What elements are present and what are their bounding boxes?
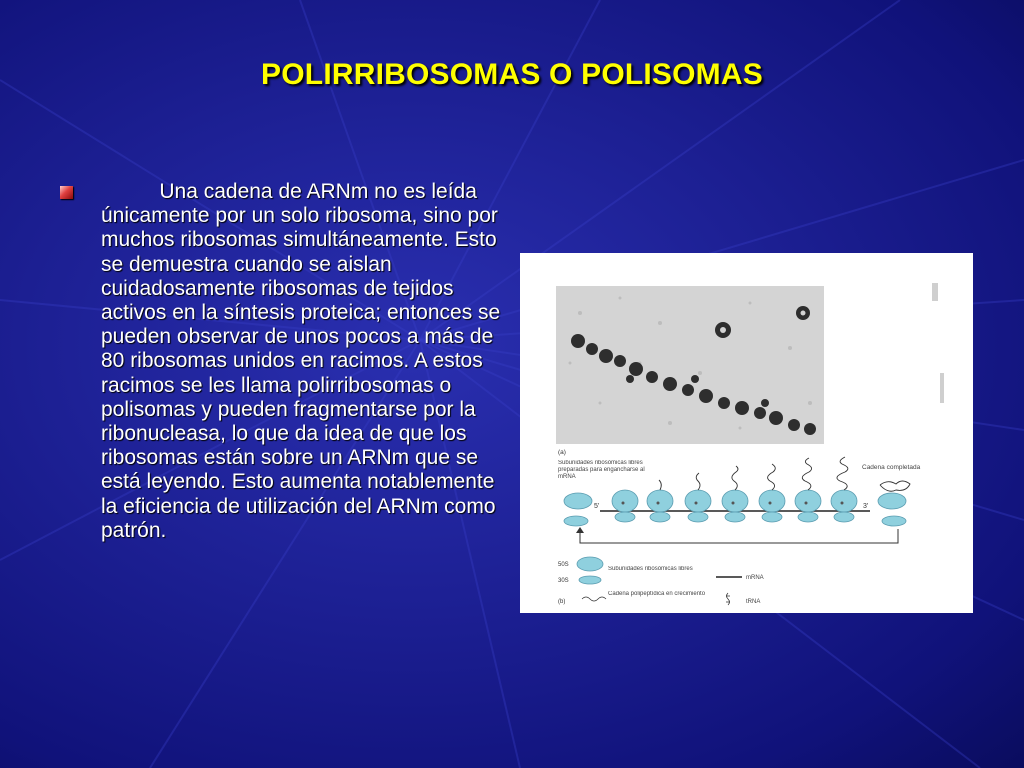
legend-30s: 30S [558, 578, 569, 584]
slide-body-text: Una cadena de ARNm no es leída únicamente por un solo ribosoma, sino por muchos ribosomas simultáneamente. Esto se demuestra cuando se aislan cuidadosamente ribosomas de tejidos activos en la síntesis proteica; entonces se pueden observar de unos pocos a más de 80 ribosomas unidos en racimos. A estos racimos se les llama polirribosomas o polisomas y pueden fragmentarse por la ribonucleasa, lo que da idea de que los ribosomas están sobre un ARNm que se está leyendo. Esto aumenta notablemente la eficiencia de utilización del ARNm como patrón. [101, 180, 507, 542]
bullet-icon [60, 186, 73, 199]
label-b: (b) [558, 599, 566, 605]
three-prime-end: 3' [863, 503, 869, 510]
slide-title: POLIRRIBOSOMAS O POLISOMAS [261, 58, 763, 91]
legend-mrna: mRNA [746, 575, 764, 581]
free-subunits-label: Subunidades ribosómicas libres preparadas para engancharse al mRNA [558, 460, 645, 480]
micrograph [556, 286, 824, 444]
ribosomes-on-mrna [612, 490, 906, 526]
legend-50s: 50S [558, 562, 569, 568]
completed-chain-label: Cadena completada [862, 464, 921, 471]
five-prime-end: 5' [594, 503, 600, 510]
polysome-figure [520, 253, 973, 613]
polysome-diagram [520, 253, 973, 613]
legend-trna: tRNA [746, 599, 761, 605]
legend-chain-label: Cadena polipeptídica en crecimiento [608, 591, 706, 597]
label-a: (a) [558, 449, 566, 456]
recycle-arrow [580, 529, 898, 543]
legend-subunits-label: Subunidades ribosómicas libres [608, 566, 693, 572]
growing-chains [659, 457, 910, 491]
